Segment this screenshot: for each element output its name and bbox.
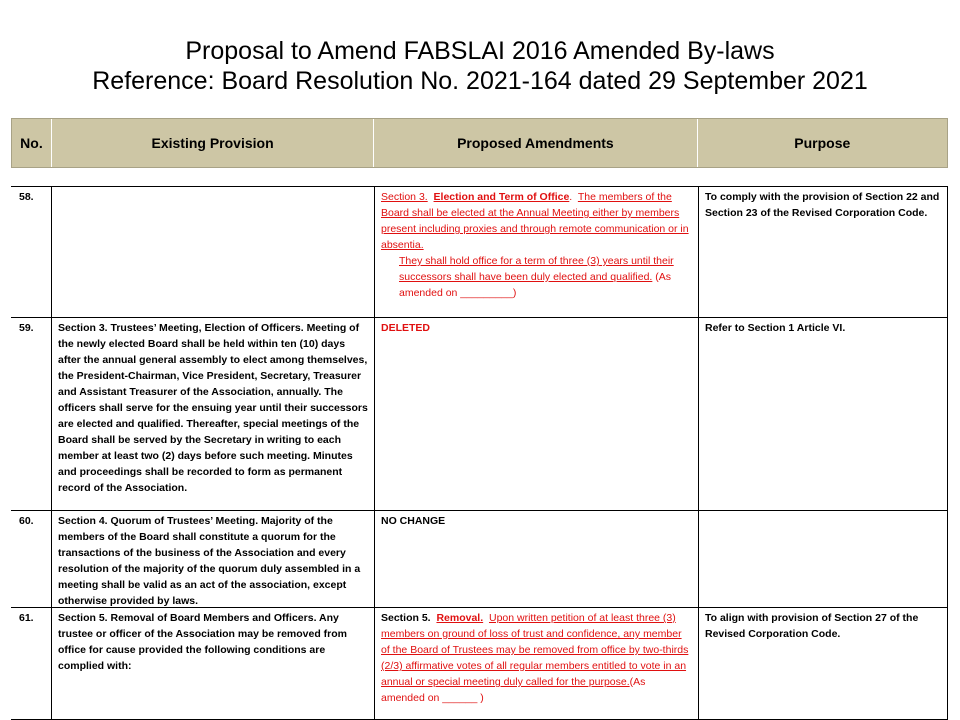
amendments-table xyxy=(11,186,948,720)
existing-provision: Section 3. Trustees’ Meeting, Election of Officers. Meeting of the newly elected Board shall be held within ten (10) days after the annual general assembly to elect among themselves, the President-Chairman, Vice President, Secretary, Treasurer and Assistant Treasurer of the Association, annually. The officers shall serve for the ensuing year until their successors are elected and qualified. Thereafter, special meetings of the Board shall be served by the Secretary in writing to each member at least two (2) days before such meeting. Minutes and proceedings shall be recorded to form as permanent record of the Association. xyxy=(51,318,374,510)
proposed-amendment xyxy=(374,608,698,719)
section-number: Section 5. xyxy=(381,612,431,624)
heading-period: . xyxy=(569,191,573,203)
purpose: To align with provision of Section 27 of the Revised Corporation Code. xyxy=(698,608,948,719)
header-proposed: Proposed Amendments xyxy=(374,119,697,167)
table-row xyxy=(11,187,948,317)
existing-provision: Section 5. Removal of Board Members and Officers. Any trustee or officer of the Association may be removed from office for cause provided the following conditions are complied with: xyxy=(51,608,374,719)
table-header xyxy=(11,118,948,168)
proposed-amendment: DELETED xyxy=(374,318,698,510)
header-purpose: Purpose xyxy=(794,135,851,151)
row-number: 59. xyxy=(19,322,34,334)
amended-note: (As amended on ______ ) xyxy=(381,676,646,704)
header-no: No. xyxy=(12,119,52,167)
row-number: 58. xyxy=(19,191,34,203)
existing-provision: Section 4. Quorum of Trustees’ Meeting. Majority of the members of the Board shall constitute a quorum for the transactions of the business of the Association and every resolution of the majority of the quorum duly assembled in a meeting shall be valid as an act of the association, except otherwise provided by laws. xyxy=(51,511,374,607)
amendment-text-2: They shall hold office for a term of three (3) years until their successors shall have been duly elected and qualified. xyxy=(399,255,674,283)
table-row xyxy=(11,607,948,719)
section-number: Section 3. xyxy=(381,191,428,203)
table-row xyxy=(11,317,948,510)
title-line-2: Reference: Board Resolution No. 2021-164 dated 29 September 2021 xyxy=(92,67,868,95)
row-number: 60. xyxy=(19,515,34,527)
proposed-amendment: NO CHANGE xyxy=(374,511,698,607)
existing-provision xyxy=(51,187,374,317)
table-row xyxy=(11,510,948,607)
section-heading: Election and Term of Office xyxy=(433,191,570,203)
purpose: To comply with the provision of Section 22 and Section 23 of the Revised Corporation Code. xyxy=(698,187,948,317)
slide-title xyxy=(0,36,960,96)
title-line-1: Proposal to Amend FABSLAI 2016 Amended By-laws xyxy=(185,37,775,65)
proposed-amendment xyxy=(374,187,698,317)
amendment-text: The members of the Board shall be elected at the Annual Meeting either by members present including proxies and through remote communication or in absentia. xyxy=(381,191,689,251)
row-number: 61. xyxy=(19,612,34,624)
amendment-text: Upon written petition of at least three (3) members on ground of loss of trust and confidence, any member of the Board of Trustees may be removed from office by two-thirds (2/3) affirmative votes of all regular members entitled to vote in an annual or special meeting duly called for the purpose. xyxy=(381,612,689,688)
purpose: Refer to Section 1 Article VI. xyxy=(698,318,948,510)
header-existing: Existing Provision xyxy=(52,119,374,167)
section-heading: Removal. xyxy=(436,612,484,624)
amended-note: (As amended on _________) xyxy=(399,271,671,299)
purpose xyxy=(698,511,948,607)
